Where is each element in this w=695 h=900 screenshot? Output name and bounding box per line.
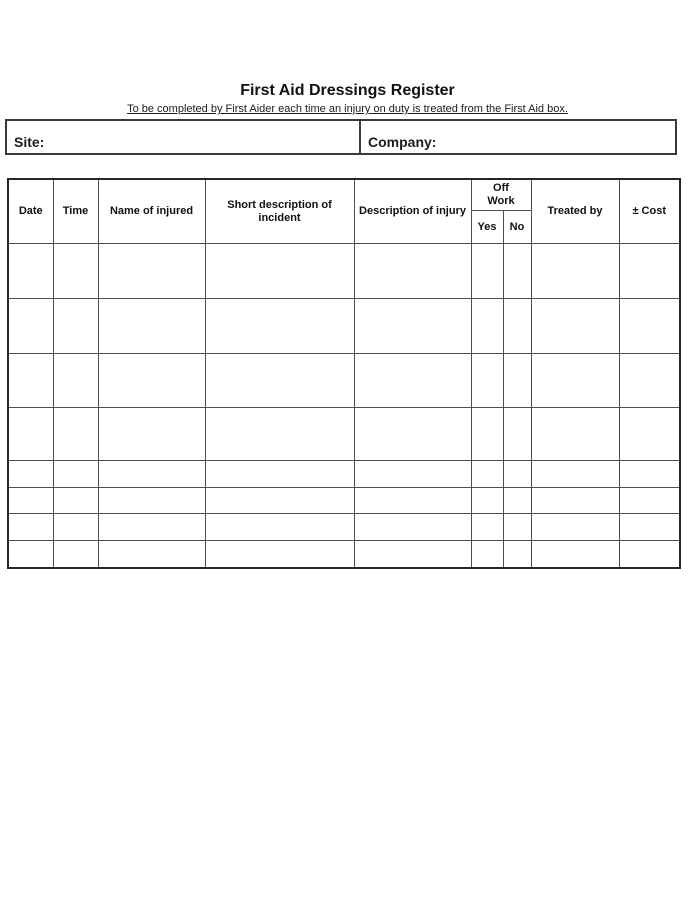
page-title: First Aid Dressings Register bbox=[240, 82, 455, 99]
register-cell-date[interactable] bbox=[8, 244, 53, 299]
register-row-1 bbox=[8, 244, 680, 299]
site-label: Site: bbox=[14, 134, 45, 150]
register-cell-cost[interactable] bbox=[619, 488, 680, 514]
register-cell-date[interactable] bbox=[8, 408, 53, 461]
header-row-main bbox=[8, 179, 680, 211]
register-cell-incident[interactable] bbox=[205, 488, 354, 514]
register-cell-injury[interactable] bbox=[354, 299, 471, 354]
register-cell-injury[interactable] bbox=[354, 514, 471, 541]
register-cell-treated_by[interactable] bbox=[531, 408, 619, 461]
register-cell-date[interactable] bbox=[8, 461, 53, 488]
register-table-header bbox=[8, 179, 680, 244]
register-row-3 bbox=[8, 354, 680, 408]
register-cell-yes[interactable] bbox=[471, 299, 503, 354]
site-field[interactable] bbox=[7, 121, 359, 153]
register-cell-incident[interactable] bbox=[205, 244, 354, 299]
register-cell-yes[interactable] bbox=[471, 514, 503, 541]
register-cell-no[interactable] bbox=[503, 244, 531, 299]
register-cell-no[interactable] bbox=[503, 408, 531, 461]
col-header-injury-description: Description of injury bbox=[354, 179, 471, 244]
register-cell-treated_by[interactable] bbox=[531, 488, 619, 514]
off-work-label: Off Work bbox=[487, 182, 515, 207]
register-cell-name[interactable] bbox=[98, 514, 205, 541]
register-cell-time[interactable] bbox=[53, 461, 98, 488]
register-row-4 bbox=[8, 408, 680, 461]
register-cell-no[interactable] bbox=[503, 514, 531, 541]
register-table bbox=[7, 178, 681, 569]
register-cell-incident[interactable] bbox=[205, 514, 354, 541]
register-cell-time[interactable] bbox=[53, 541, 98, 568]
register-cell-cost[interactable] bbox=[619, 299, 680, 354]
register-cell-cost[interactable] bbox=[619, 461, 680, 488]
col-header-off-work-no: No bbox=[503, 211, 531, 244]
register-cell-time[interactable] bbox=[53, 408, 98, 461]
register-cell-name[interactable] bbox=[98, 244, 205, 299]
register-table-body bbox=[8, 244, 680, 568]
company-value[interactable] bbox=[442, 134, 671, 150]
col-header-name-of-injured: Name of injured bbox=[98, 179, 205, 244]
register-row-7 bbox=[8, 514, 680, 541]
register-cell-treated_by[interactable] bbox=[531, 244, 619, 299]
site-company-box bbox=[5, 119, 677, 155]
register-cell-yes[interactable] bbox=[471, 541, 503, 568]
register-cell-injury[interactable] bbox=[354, 488, 471, 514]
register-cell-incident[interactable] bbox=[205, 408, 354, 461]
register-cell-name[interactable] bbox=[98, 488, 205, 514]
register-cell-no[interactable] bbox=[503, 541, 531, 568]
register-cell-time[interactable] bbox=[53, 488, 98, 514]
register-cell-time[interactable] bbox=[53, 514, 98, 541]
register-cell-cost[interactable] bbox=[619, 541, 680, 568]
register-row-5 bbox=[8, 461, 680, 488]
register-cell-no[interactable] bbox=[503, 354, 531, 408]
col-header-off-work-yes: Yes bbox=[471, 211, 503, 244]
col-header-incident-description: Short description of incident bbox=[205, 179, 354, 244]
register-cell-time[interactable] bbox=[53, 299, 98, 354]
register-cell-incident[interactable] bbox=[205, 299, 354, 354]
register-cell-yes[interactable] bbox=[471, 408, 503, 461]
register-cell-injury[interactable] bbox=[354, 461, 471, 488]
col-header-date: Date bbox=[8, 179, 53, 244]
register-cell-name[interactable] bbox=[98, 408, 205, 461]
col-header-time: Time bbox=[53, 179, 98, 244]
register-cell-date[interactable] bbox=[8, 299, 53, 354]
register-cell-incident[interactable] bbox=[205, 354, 354, 408]
register-cell-date[interactable] bbox=[8, 354, 53, 408]
register-cell-injury[interactable] bbox=[354, 408, 471, 461]
register-cell-cost[interactable] bbox=[619, 408, 680, 461]
register-cell-incident[interactable] bbox=[205, 461, 354, 488]
register-cell-treated_by[interactable] bbox=[531, 299, 619, 354]
register-cell-yes[interactable] bbox=[471, 461, 503, 488]
register-row-6 bbox=[8, 488, 680, 514]
register-cell-name[interactable] bbox=[98, 299, 205, 354]
register-cell-injury[interactable] bbox=[354, 354, 471, 408]
register-cell-name[interactable] bbox=[98, 354, 205, 408]
page-subtitle: To be completed by First Aider each time an injury on duty is treated from the First Aid box. bbox=[127, 103, 568, 115]
register-cell-time[interactable] bbox=[53, 244, 98, 299]
register-cell-yes[interactable] bbox=[471, 354, 503, 408]
register-cell-no[interactable] bbox=[503, 299, 531, 354]
col-header-cost: ± Cost bbox=[619, 179, 680, 244]
register-cell-time[interactable] bbox=[53, 354, 98, 408]
register-cell-treated_by[interactable] bbox=[531, 514, 619, 541]
register-cell-injury[interactable] bbox=[354, 244, 471, 299]
site-value[interactable] bbox=[50, 134, 355, 150]
register-cell-injury[interactable] bbox=[354, 541, 471, 568]
register-cell-date[interactable] bbox=[8, 514, 53, 541]
register-cell-date[interactable] bbox=[8, 541, 53, 568]
register-row-8 bbox=[8, 541, 680, 568]
register-cell-yes[interactable] bbox=[471, 244, 503, 299]
register-cell-cost[interactable] bbox=[619, 514, 680, 541]
company-field[interactable] bbox=[359, 121, 675, 153]
register-cell-incident[interactable] bbox=[205, 541, 354, 568]
register-row-2 bbox=[8, 299, 680, 354]
register-cell-cost[interactable] bbox=[619, 244, 680, 299]
register-cell-no[interactable] bbox=[503, 488, 531, 514]
register-cell-no[interactable] bbox=[503, 461, 531, 488]
register-cell-cost[interactable] bbox=[619, 354, 680, 408]
col-header-treated-by: Treated by bbox=[531, 179, 619, 244]
register-cell-date[interactable] bbox=[8, 488, 53, 514]
register-cell-treated_by[interactable] bbox=[531, 354, 619, 408]
col-header-off-work bbox=[471, 179, 531, 211]
register-cell-treated_by[interactable] bbox=[531, 461, 619, 488]
register-cell-treated_by[interactable] bbox=[531, 541, 619, 568]
register-cell-yes[interactable] bbox=[471, 488, 503, 514]
register-cell-name[interactable] bbox=[98, 541, 205, 568]
company-label: Company: bbox=[368, 134, 437, 150]
register-cell-name[interactable] bbox=[98, 461, 205, 488]
